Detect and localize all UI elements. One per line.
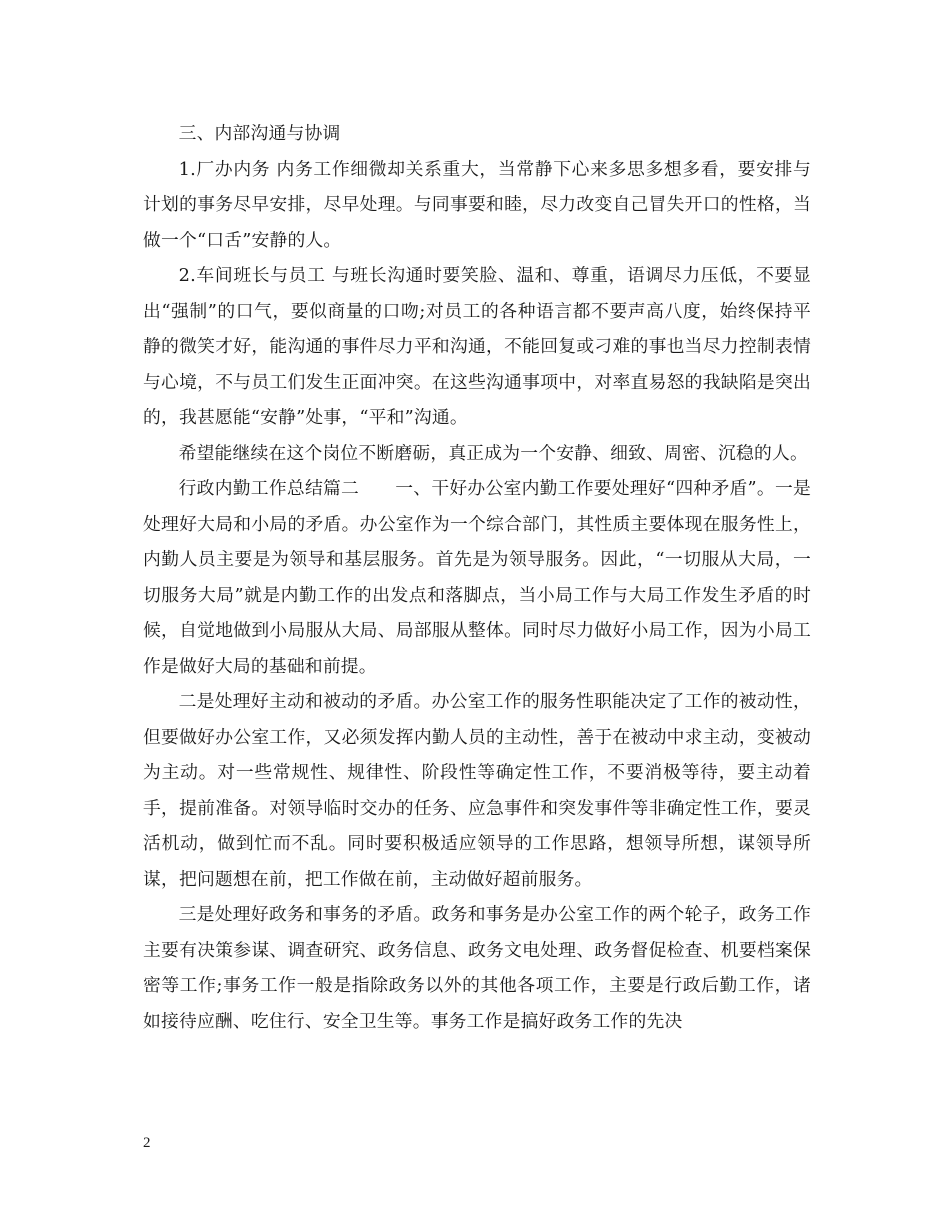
paragraph: 2.车间班长与员工 与班长沟通时要笑脸、温和、尊重，语调尽力压低，不要显出“强制”的口气，要似商量的口吻;对员工的各种语言都不要声高八度，始终保持平静的微笑才好，能沟通的事件尽力平和沟通，不能回复或刁难的事也当尽力控制表情与心境，不与员工们发生正面冲突。在这些沟通事项中，对率直易怒的我缺陷是突出的，我甚愿能“安静”处事，“平和”沟通。 (143, 265, 811, 428)
paragraph: 行政内勤工作总结篇二 一、干好办公室内勤工作要处理好“四种矛盾”。一是处理好大局和小局的矛盾。办公室作为一个综合部门，其性质主要体现在服务性上，内勤人员主要是为领导和基层服务。首先是为领导服务。因此，“一切服从大局，一切服务大局”就是内勤工作的出发点和落脚点，当小局工作与大局工作发生矛盾的时候，自觉地做到小局服从大局、局部服从整体。同时尽力做好小局工作，因为小局工作是做好大局的基础和前提。 (143, 478, 811, 677)
paragraph: 希望能继续在这个岗位不断磨砺，真正成为一个安静、细致、周密、沉稳的人。 (178, 442, 808, 464)
document-body (143, 116, 811, 1039)
paragraph: 二是处理好主动和被动的矛盾。办公室工作的服务性职能决定了工作的被动性，但要做好办公室工作，又必须发挥内勤人员的主动性，善于在被动中求主动，变被动为主动。对一些常规性、规律性、阶段性等确定性工作，不要消极等待，要主动着手，提前准备。对领导临时交办的任务、应急事件和突发事件等非确定性工作，要灵活机动，做到忙而不乱。同时要积极适应领导的工作思路，想领导所想，谋领导所谋，把问题想在前，把工作做在前，主动做好超前服务。 (143, 691, 811, 890)
paragraph: 1.厂办内务 内务工作细微却关系重大，当常静下心来多思多想多看，要安排与计划的事务尽早安排，尽早处理。与同事要和睦，尽力改变自己冒失开口的性格，当做一个“口舌”安静的人。 (143, 158, 811, 251)
section-heading: 三、内部沟通与协调 (178, 123, 341, 144)
page-number: 2 (143, 1135, 151, 1151)
paragraph: 三是处理好政务和事务的矛盾。政务和事务是办公室工作的两个轮子，政务工作主要有决策参谋、调查研究、政务信息、政务文电处理、政务督促检查、机要档案保密等工作;事务工作一般是指除政务以外的其他各项工作，主要是行政后勤工作，诸如接待应酬、吃住行、安全卫生等。事务工作是搞好政务工作的先决 (143, 904, 811, 1032)
